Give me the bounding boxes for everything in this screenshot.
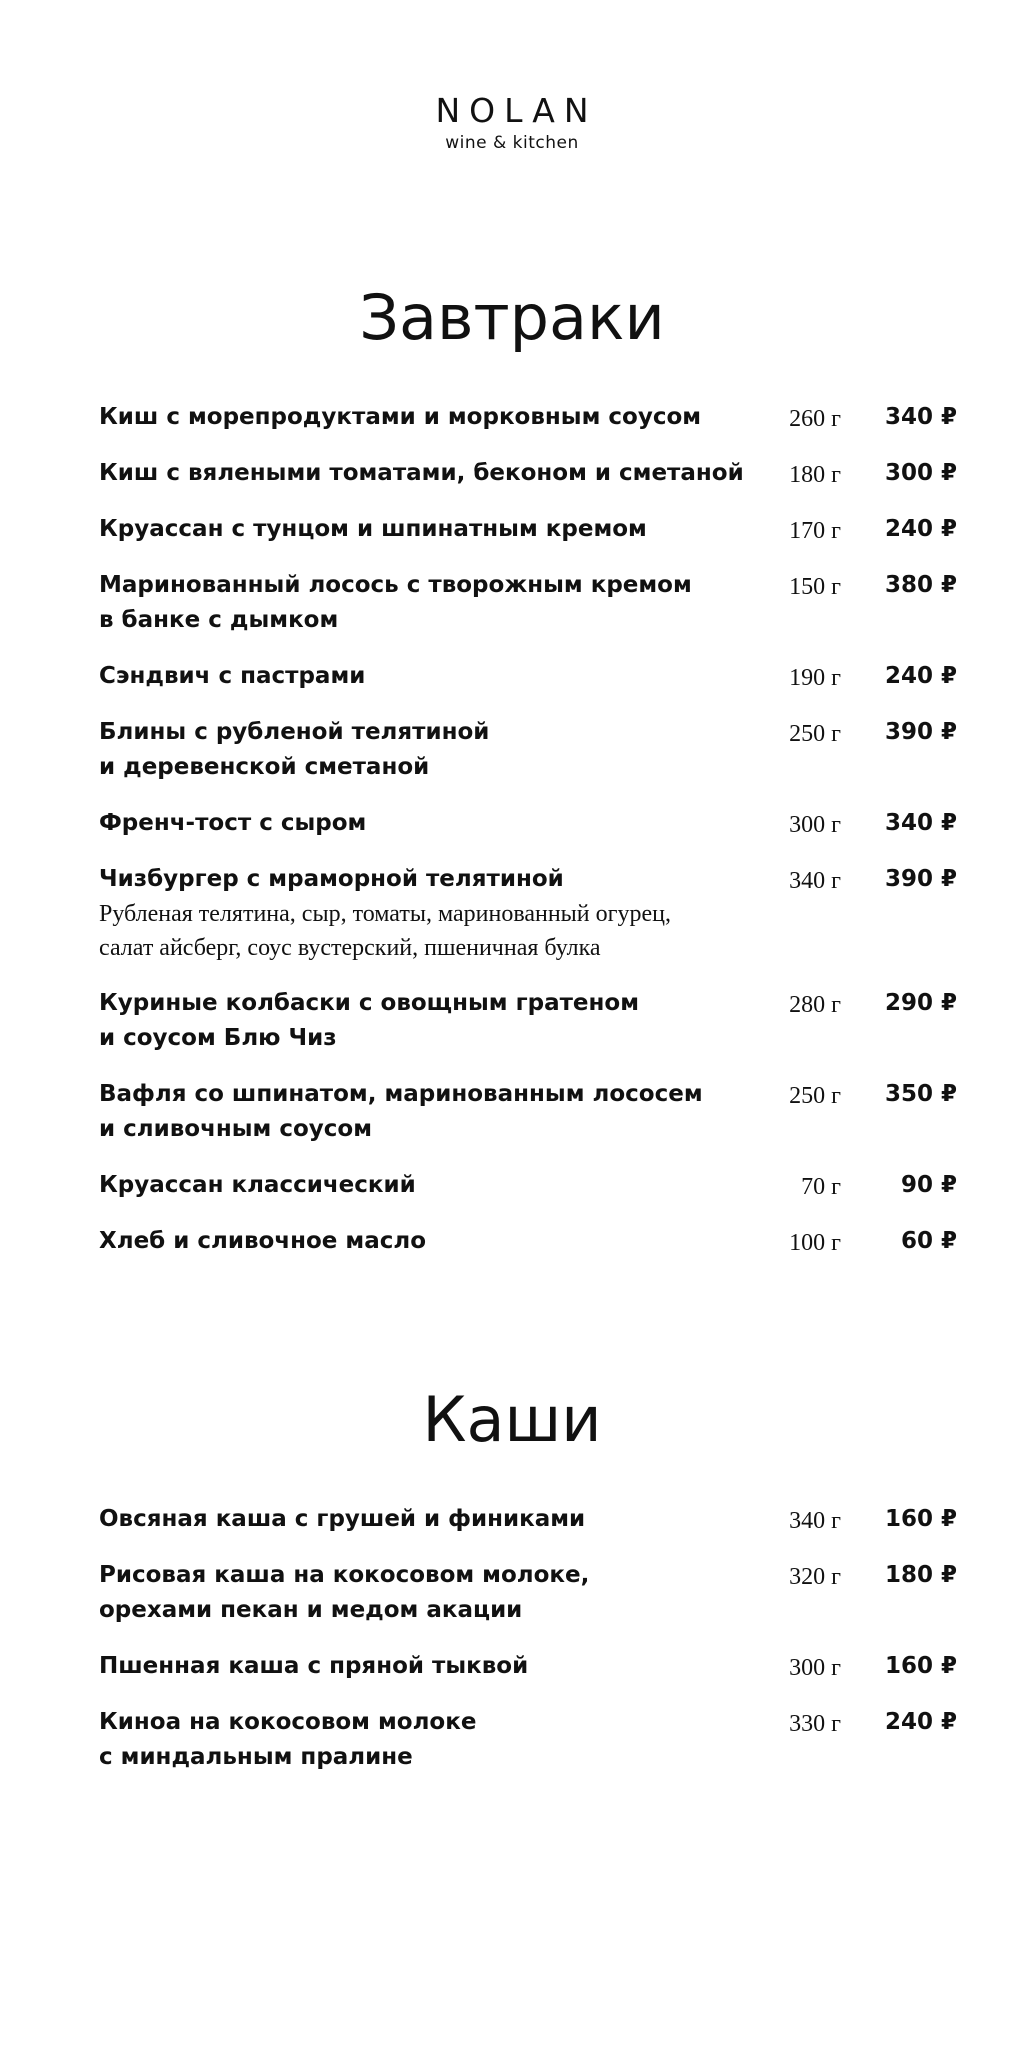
menu-item <box>0 512 1024 547</box>
menu-item-weight: 330 г <box>789 1711 841 1737</box>
menu-item-weight: 170 г <box>789 518 841 544</box>
menu-item-price: 180 ₽ <box>884 1562 957 1588</box>
menu-item-price: 160 ₽ <box>884 1653 957 1679</box>
menu-item <box>0 1649 1024 1684</box>
menu-item-name: Вафля со шпинатом, маринованным лососем и сливочным соусом <box>99 1081 703 1142</box>
menu-item-name: Френч-тост с сыром <box>99 810 367 836</box>
breakfast-menu-list <box>0 400 1024 1259</box>
menu-item-price: 160 ₽ <box>884 1506 957 1532</box>
menu-item <box>0 1077 1024 1147</box>
menu-item-price: 60 ₽ <box>900 1228 957 1254</box>
menu-item-price: 290 ₽ <box>884 990 957 1016</box>
menu-item-weight: 180 г <box>789 462 841 488</box>
menu-item-weight: 260 г <box>789 406 841 432</box>
menu-item-name: Киш с вялеными томатами, беконом и сметаной <box>99 460 744 486</box>
menu-item <box>0 1168 1024 1203</box>
menu-item-name: Рисовая каша на кокосовом молоке, орехами пекан и медом акации <box>99 1562 590 1623</box>
menu-item-name: Овсяная каша с грушей и финиками <box>99 1506 586 1532</box>
menu-item-weight: 320 г <box>789 1564 841 1590</box>
menu-item <box>0 715 1024 785</box>
brand-logo <box>0 92 1024 154</box>
menu-item-price: 380 ₽ <box>884 572 957 598</box>
menu-item <box>0 659 1024 694</box>
menu-item <box>0 862 1024 965</box>
menu-item-price: 390 ₽ <box>884 719 957 745</box>
menu-item-price: 390 ₽ <box>884 866 957 892</box>
menu-item-price: 240 ₽ <box>884 663 957 689</box>
menu-item-weight: 150 г <box>789 574 841 600</box>
menu-item-weight: 280 г <box>789 992 841 1018</box>
menu-item-weight: 70 г <box>801 1174 841 1200</box>
section-title-porridge: Каши <box>422 1383 602 1456</box>
menu-item <box>0 1558 1024 1628</box>
menu-item <box>0 1705 1024 1775</box>
menu-item-price: 350 ₽ <box>884 1081 957 1107</box>
menu-item <box>0 400 1024 435</box>
menu-item-weight: 250 г <box>789 721 841 747</box>
menu-item <box>0 568 1024 638</box>
menu-item-weight: 300 г <box>789 812 841 838</box>
menu-item-price: 240 ₽ <box>884 516 957 542</box>
brand-subtitle: wine & kitchen <box>445 133 579 153</box>
menu-item-description: Рубленая телятина, сыр, томаты, маринованный огурец, салат айсберг, соус вустерский, пшеничная булка <box>99 901 671 961</box>
menu-item-name: Блины с рубленой телятиной и деревенской сметаной <box>99 719 490 780</box>
menu-item-weight: 300 г <box>789 1655 841 1681</box>
menu-item <box>0 456 1024 491</box>
menu-item-weight: 340 г <box>789 1508 841 1534</box>
menu-item-price: 90 ₽ <box>900 1172 957 1198</box>
breakfast-section <box>0 282 1024 1280</box>
brand-name: NOLAN <box>435 91 598 130</box>
menu-item-price: 240 ₽ <box>884 1709 957 1735</box>
menu-item <box>0 806 1024 841</box>
menu-item-name: Сэндвич с пастрами <box>99 663 366 689</box>
menu-item <box>0 1224 1024 1259</box>
menu-item <box>0 1502 1024 1537</box>
menu-item-name: Киш с морепродуктами и морковным соусом <box>99 404 702 430</box>
menu-item-name: Пшенная каша с пряной тыквой <box>99 1653 529 1679</box>
menu-item-name: Куриные колбаски с овощным гратеном и соусом Блю Чиз <box>99 990 640 1051</box>
menu-item-weight: 100 г <box>789 1230 841 1256</box>
menu-item-weight: 190 г <box>789 665 841 691</box>
porridge-section <box>0 1384 1024 1796</box>
menu-item-name: Круассан классический <box>99 1172 416 1198</box>
menu-item-weight: 340 г <box>789 868 841 894</box>
section-title-breakfast: Завтраки <box>359 281 665 354</box>
menu-item-name: Хлеб и сливочное масло <box>99 1228 427 1254</box>
menu-item <box>0 986 1024 1056</box>
menu-item-weight: 250 г <box>789 1083 841 1109</box>
menu-item-name: Круассан с тунцом и шпинатным кремом <box>99 516 647 542</box>
menu-item-name: Маринованный лосось с творожным кремом в банке с дымком <box>99 572 692 633</box>
porridge-menu-list <box>0 1502 1024 1775</box>
menu-item-price: 300 ₽ <box>884 460 957 486</box>
menu-item-name: Киноа на кокосовом молоке с миндальным пралине <box>99 1709 477 1770</box>
menu-item-name: Чизбургер с мраморной телятиной <box>99 866 564 892</box>
menu-item-price: 340 ₽ <box>884 404 957 430</box>
menu-item-price: 340 ₽ <box>884 810 957 836</box>
